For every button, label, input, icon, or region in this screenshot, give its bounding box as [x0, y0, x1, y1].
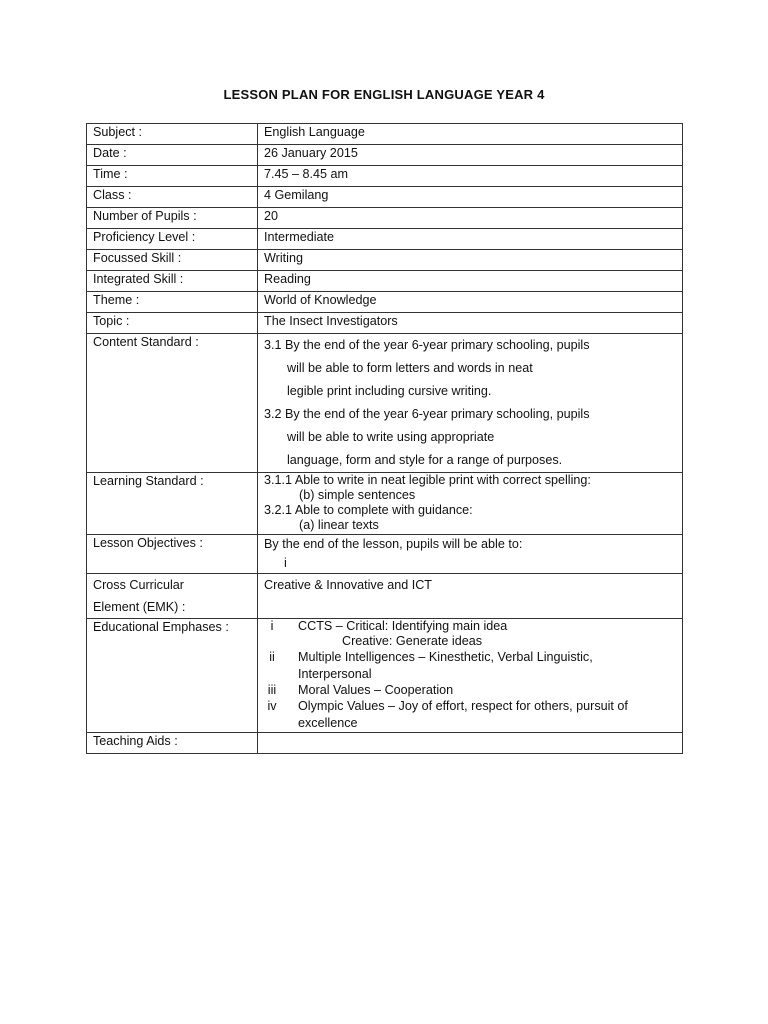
table-row-theme	[87, 292, 683, 313]
learning-standard-line: 3.1.1 Able to write in neat legible print with correct spelling:	[264, 473, 591, 487]
list-item	[258, 666, 676, 683]
row-label: Element (EMK) :	[93, 600, 186, 614]
list-text: Interpersonal	[298, 667, 372, 681]
row-label: Subject :	[87, 124, 258, 145]
content-standard-line: language, form and style for a range of purposes.	[287, 453, 563, 467]
list-item	[258, 683, 676, 698]
list-item	[258, 715, 676, 732]
row-label: Integrated Skill :	[87, 271, 258, 292]
content-standard-line: 3.2 By the end of the year 6-year primary schooling, pupils	[264, 407, 590, 421]
row-value: World of Knowledge	[258, 292, 683, 313]
row-value: Reading	[258, 271, 683, 292]
row-label: Content Standard :	[87, 334, 258, 473]
table-row-educational-emphases	[87, 619, 683, 733]
row-label: Theme :	[87, 292, 258, 313]
row-label: Date :	[87, 145, 258, 166]
row-label: Lesson Objectives :	[87, 535, 258, 574]
table-row-proficiency	[87, 229, 683, 250]
list-text: Moral Values – Cooperation	[298, 683, 454, 697]
table-row-learning-standard	[87, 473, 683, 535]
row-value: 26 January 2015	[258, 145, 683, 166]
emphases-cell	[258, 619, 683, 733]
table-row-date	[87, 145, 683, 166]
table-row-time	[87, 166, 683, 187]
content-standard-line: will be able to form letters and words in neat	[287, 361, 533, 375]
content-standard-line: legible print including cursive writing.	[287, 384, 492, 398]
row-value: English Language	[258, 124, 683, 145]
list-text: excellence	[298, 716, 358, 730]
emk-value: Creative & Innovative and ICT	[264, 578, 432, 592]
row-label: Educational Emphases :	[87, 619, 258, 733]
row-label: Teaching Aids :	[87, 733, 258, 754]
row-value: 4 Gemilang	[258, 187, 683, 208]
row-label: Topic :	[87, 313, 258, 334]
table-row-emk	[87, 574, 683, 619]
table-row-pupils	[87, 208, 683, 229]
emk-label-cell	[87, 574, 258, 619]
document-title: LESSON PLAN FOR ENGLISH LANGUAGE YEAR 4	[223, 87, 545, 102]
table-row-integrated-skill	[87, 271, 683, 292]
row-label: Learning Standard :	[87, 473, 258, 535]
row-label: Time :	[87, 166, 258, 187]
learning-standard-line: 3.2.1 Able to complete with guidance:	[264, 503, 473, 517]
table-row-lesson-objectives	[87, 535, 683, 574]
learning-standard-line: (a) linear texts	[299, 518, 379, 532]
row-label: Focussed Skill :	[87, 250, 258, 271]
list-number	[258, 634, 286, 649]
row-value: The Insect Investigators	[258, 313, 683, 334]
objectives-item: i	[284, 556, 287, 570]
table-row-focussed-skill	[87, 250, 683, 271]
table-row-content-standard	[87, 334, 683, 473]
lesson-plan-table	[86, 123, 683, 754]
row-label: Proficiency Level :	[87, 229, 258, 250]
list-number: i	[270, 619, 274, 633]
row-value: 7.45 – 8.45 am	[258, 166, 683, 187]
objectives-cell	[258, 535, 683, 574]
list-number: iv	[267, 699, 277, 713]
row-label: Class :	[87, 187, 258, 208]
list-number: ii	[269, 650, 275, 664]
content-standard-line: 3.1 By the end of the year 6-year primary schooling, pupils	[264, 338, 590, 352]
list-number	[258, 666, 286, 683]
row-label: Number of Pupils :	[87, 208, 258, 229]
table-row-teaching-aids	[87, 733, 683, 754]
row-value	[258, 574, 683, 619]
table-row-topic	[87, 313, 683, 334]
row-label: Cross Curricular	[93, 578, 184, 592]
table-row-subject	[87, 124, 683, 145]
content-standard-line: will be able to write using appropriate	[287, 430, 495, 444]
list-text: Olympic Values – Joy of effort, respect for others, pursuit of	[298, 699, 628, 713]
row-value: Writing	[258, 250, 683, 271]
list-text: Multiple Intelligences – Kinesthetic, Verbal Linguistic,	[298, 650, 593, 664]
learning-standard-line: (b) simple sentences	[299, 488, 416, 502]
row-value: Intermediate	[258, 229, 683, 250]
list-item	[258, 698, 676, 715]
list-item	[258, 634, 676, 649]
list-item	[258, 619, 676, 634]
list-item	[258, 649, 676, 666]
learning-standard-cell	[258, 473, 683, 535]
table-row-class	[87, 187, 683, 208]
list-text: CCTS – Critical: Identifying main idea	[298, 619, 508, 633]
row-value: 20	[258, 208, 683, 229]
list-number: iii	[267, 683, 277, 697]
list-number	[258, 715, 286, 732]
objectives-intro: By the end of the lesson, pupils will be able to:	[264, 537, 523, 551]
row-value	[258, 733, 683, 754]
content-standard-cell	[258, 334, 683, 473]
list-text: Creative: Generate ideas	[342, 634, 483, 648]
